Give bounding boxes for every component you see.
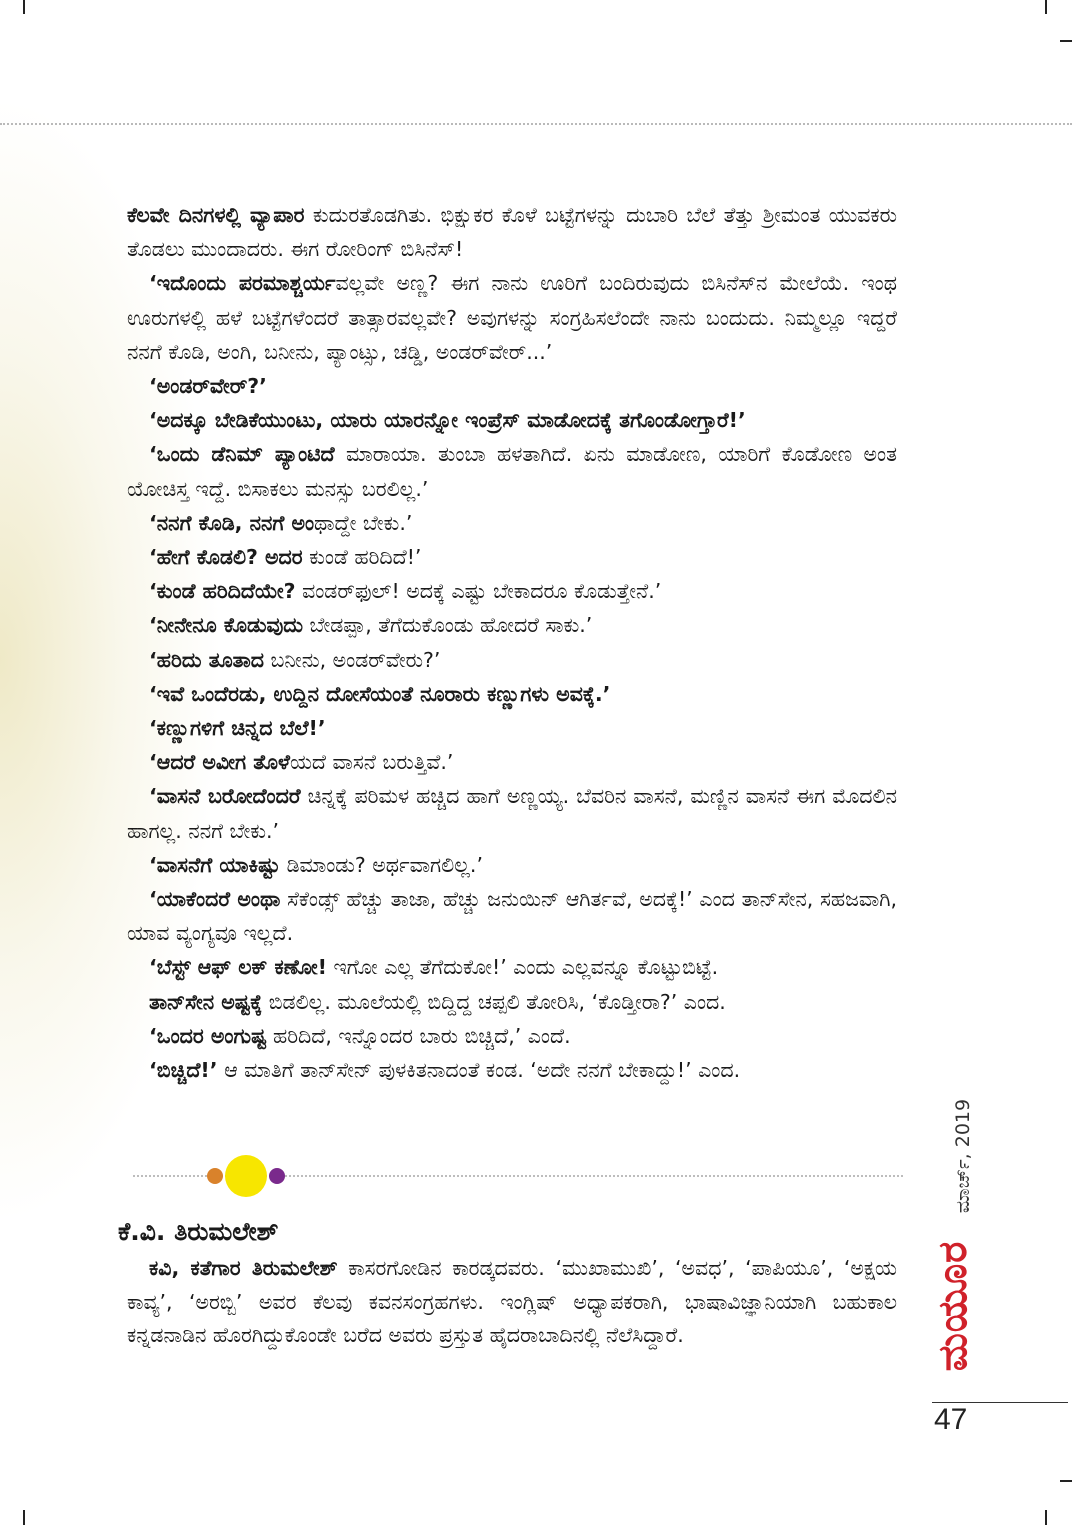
story-paragraph: ‘ಬಿಚ್ಚಿದೆ!’ ಆ ಮಾತಿಗೆ ತಾನ್‌ಸೇನ್ ಪುಳಕಿತನಾದಂತೆ ಕಂಡ. ‘ಅದೇ ನನಗೆ ಬೇಕಾದ್ದು!’ ಎಂದ. [149,1058,741,1083]
header-dotted-rule [0,123,1072,125]
crop-mark-right-top [1060,40,1072,42]
author-name: ಕೆ.ವಿ. ತಿರುಮಲೇಶ್ [118,1217,279,1246]
page-number: 47 [934,1403,968,1436]
story-paragraph: ಕೆಲವೇ ದಿನಗಳಲ್ಲಿ ವ್ಯಾಪಾರ ಕುದುರತೊಡಗಿತು. ಭಿಕ್ಷುಕರ ಕೊಳೆ ಬಟ್ಟೆಗಳನ್ನು ದುಬಾರಿ ಬೆಲೆ ತೆತ್ತು ಶ್ರೀಮಂತ ಯುವಕರು ತೊಡಲು ಮುಂದಾದರು. ಈಗ ರೋರಿಂಗ್ ಬಿಸಿನೆಸ್! [127,203,897,262]
story-paragraph: ತಾನ್‌ಸೇನ ಅಷ್ಟಕ್ಕೆ ಬಿಡಲಿಲ್ಲ. ಮೂಲೆಯಲ್ಲಿ ಬಿದ್ದಿದ್ದ ಚಪ್ಪಲಿ ತೋರಿಸಿ, ‘ಕೊಡ್ತೀರಾ?’ ಎಂದ. [149,989,726,1014]
issue-date: ಮಾರ್ಚ್, 2019 [952,1098,974,1214]
crop-mark-right-bottom [1060,1480,1072,1482]
story-paragraph: ‘ನನಗೆ ಕೊಡಿ, ನನಗೆ ಅಂಥಾದ್ದೇ ಬೇಕು.’ [149,510,413,535]
story-paragraph: ‘ಕಣ್ಣುಗಳಿಗೆ ಚಿನ್ನದ ಬೆಲೆ!’ [149,716,326,741]
story-paragraph: ‘ಅಂಡರ್‌ವೇರ್?’ [149,374,267,399]
story-paragraph: ‘ವಾಸನೆಗೆ ಯಾಕಿಷ್ಟು ಡಿಮಾಂಡು? ಅರ್ಥವಾಗಲಿಲ್ಲ.’ [149,852,483,877]
story-paragraph: ‘ಬೆಸ್ಟ್ ಆಫ್ ಲಕ್ ಕಣೋ! ಇಗೋ ಎಲ್ಲ ತೆಗೆದುಕೋ!’ ಎಂದು ಎಲ್ಲವನ್ನೂ ಕೊಟ್ಟುಬಿಟ್ಟೆ. [149,955,719,980]
section-divider [133,1147,903,1207]
orange-dot-ornament [207,1168,223,1184]
author-bio [127,1252,897,1353]
yellow-dot-ornament [225,1155,267,1197]
story-paragraph: ‘ವಾಸನೆ ಬರೋದೆಂದರೆ ಚಿನ್ನಕ್ಕೆ ಪರಿಮಳ ಹಚ್ಚಿದ ಹಾಗೆ ಅಣ್ಣಯ್ಯ. ಬೆವರಿನ ವಾಸನೆ, ಮಣ್ಣಿನ ವಾಸನೆ ಈಗ ಮೊದಲಿನ ಹಾಗಲ್ಲ. ನನಗೆ ಬೇಕು.’ [127,784,897,843]
story-paragraph: ‘ಕುಂಡೆ ಹರಿದಿದೆಯೇ? ವಂಡರ್‌ಫುಲ್! ಅದಕ್ಕೆ ಎಷ್ಟು ಬೇಕಾದರೂ ಕೊಡುತ್ತೇನೆ.’ [149,579,662,604]
story-paragraph: ‘ಆದರೆ ಅವೀಗ ತೊಳೆಯದೆ ವಾಸನೆ ಬರುತ್ತಿವೆ.’ [149,750,454,775]
story-paragraph: ‘ಇದೊಂದು ಪರಮಾಶ್ಚರ್ಯವಲ್ಲವೇ ಅಣ್ಣ? ಈಗ ನಾನು ಊರಿಗೆ ಬಂದಿರುವುದು ಬಿಸಿನೆಸ್‌ನ ಮೇಲೆಯೆ. ಇಂಥ ಊರುಗಳಲ್ಲಿ ಹಳೆ ಬಟ್ಟೆಗಳೆಂದರೆ ತಾತ್ಸಾರವಲ್ಲವೇ? ಅವುಗಳನ್ನು ಸಂಗ್ರಹಿಸಲೆಂದೇ ನಾನು ಬಂದುದು. ನಿಮ್ಮಲ್ಲೂ ಇದ್ದರೆ ನನಗೆ ಕೊಡಿ, ಅಂಗಿ, ಬನೀನು, ಪ್ಯಾಂಟ್ಸು, ಚಡ್ಡಿ, ಅಂಡರ್‌ವೇರ್...’ [127,271,898,364]
story-paragraph: ‘ಇವೆ ಒಂದೆರಡು, ಉದ್ದಿನ ದೋಸೆಯಂತೆ ನೂರಾರು ಕಣ್ಣುಗಳು ಅವಕ್ಕೆ.’ [149,681,611,706]
crop-mark-bottom-left [23,1510,25,1525]
story-paragraph: ‘ಹೇಗೆ ಕೊಡಲಿ? ಅದರ ಕುಂಡೆ ಹರಿದಿದೆ!’ [149,545,422,570]
story-text [127,198,897,1087]
crop-mark-top-left [23,0,25,14]
story-paragraph: ‘ನೀನೇನೂ ಕೊಡುವುದು ಬೇಡಪ್ಪಾ, ತೆಗೆದುಕೊಂಡು ಹೋದರೆ ಸಾಕು.’ [149,613,593,638]
magazine-logo: ಮಯೂರ [930,1240,976,1372]
story-paragraph: ‘ಹರಿದು ತೂತಾದ ಬನೀನು, ಅಂಡರ್‌ವೇರು?’ [149,647,441,672]
crop-mark-top-right [1045,0,1047,14]
story-paragraph: ‘ಒಂದರ ಅಂಗುಷ್ಟ ಹರಿದಿದೆ, ಇನ್ನೊಂದರ ಬಾರು ಬಿಚ್ಚಿದೆ,’ ಎಂದೆ. [149,1023,571,1048]
crop-mark-bottom-right [1045,1510,1047,1525]
story-paragraph: ‘ಯಾಕೆಂದರೆ ಅಂಥಾ ಸೆಕೆಂಡ್ಸ್ ಹೆಚ್ಚು ತಾಜಾ, ಹೆಚ್ಚು ಜನುಯಿನ್ ಆಗಿರ್ತವೆ, ಅದಕ್ಕೆ!’ ಎಂದ ತಾನ್‌ಸೇನ, ಸಹಜವಾಗಿ, ಯಾವ ವ್ಯಂಗ್ಯವೂ ಇಲ್ಲದೆ. [127,887,898,946]
purple-dot-ornament [269,1168,285,1184]
story-paragraph: ‘ಅದಕ್ಕೂ ಬೇಡಿಕೆಯುಂಟು, ಯಾರು ಯಾರನ್ನೋ ಇಂಪ್ರೆಸ್ ಮಾಡೋದಕ್ಕೆ ತಗೊಂಡೋಗ್ತಾರೆ!’ [149,408,746,433]
story-paragraph: ‘ಒಂದು ಡೆನಿಮ್ ಪ್ಯಾಂಟಿದೆ ಮಾರಾಯಾ. ತುಂಬಾ ಹಳತಾಗಿದೆ. ಏನು ಮಾಡೋಣ, ಯಾರಿಗೆ ಕೊಡೋಣ ಅಂತ ಯೋಚಿಸ್ತ ಇದ್ದೆ. ಬಿಸಾಕಲು ಮನಸ್ಸು ಬರಲಿಲ್ಲ.’ [127,442,897,501]
author-bio-paragraph: ಕವಿ, ಕತೆಗಾರ ತಿರುಮಲೇಶ್ ಕಾಸರಗೋಡಿನ ಕಾರಡ್ಕದವರು. ‘ಮುಖಾಮುಖಿ’, ‘ಅವಧ’, ‘ಪಾಪಿಯೂ’, ‘ಅಕ್ಷಯ ಕಾವ್ಯ’, ‘ಅರಬ್ಬಿ’ ಅವರ ಕೆಲವು ಕವನಸಂಗ್ರಹಗಳು. ಇಂಗ್ಲಿಷ್ ಅಧ್ಯಾಪಕರಾಗಿ, ಭಾಷಾವಿಜ್ಞಾನಿಯಾಗಿ ಬಹುಕಾಲ ಕನ್ನಡನಾಡಿನ ಹೊರಗಿದ್ದುಕೊಂಡೇ ಬರೆದ ಅವರು ಪ್ರಸ್ತುತ ಹೈದರಾಬಾದಿನಲ್ಲಿ ನೆಲೆಸಿದ್ದಾರೆ. [127,1256,897,1347]
